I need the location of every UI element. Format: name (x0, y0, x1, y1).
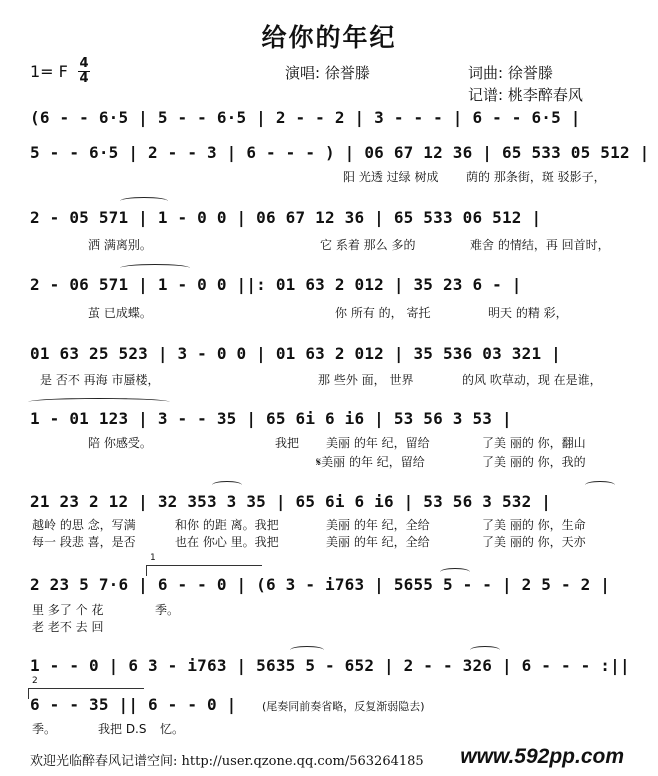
lyric-1-a: 阳 光透 过绿 树成 (343, 170, 439, 184)
slur (120, 197, 168, 205)
score-line-5: 1 - 01 123 | 3 - - 35 | 65 6i 6 i6 | 53 56 3 53 | (30, 409, 512, 428)
lyric-7-b: 季。 (155, 603, 180, 617)
slur (290, 646, 324, 654)
slur (28, 398, 170, 406)
time-top: 4 (79, 56, 89, 71)
footer-welcome: 欢迎光临醉春风记谱空间: http://user.qzone.qq.com/563264185 (30, 754, 424, 769)
score-line-0: (6 - - 6·5 | 5 - - 6·5 | 2 - - 2 | 3 - - - | 6 - - 6·5 | (30, 108, 581, 127)
lyric-6-c: 美丽 的年 纪，全给 (326, 518, 430, 532)
lyric-5-f: 了美 丽的 你，我的 (482, 455, 586, 469)
time-bottom: 4 (79, 71, 89, 86)
score-line-4: 01 63 25 523 | 3 - 0 0 | 01 63 2 012 | 35 536 03 321 | (30, 344, 561, 363)
lyric-6-d: 了美 丽的 你，生命 (482, 518, 586, 532)
volta-1-label: 1 (150, 553, 156, 563)
lyric-5-a: 陪 你感受。 (88, 436, 152, 450)
key-signature: 1= F (30, 62, 68, 81)
lyric-2-a: 洒 满离别。 (88, 238, 152, 252)
score-line-9: 6 - - 35 || 6 - - 0 | (30, 695, 237, 714)
lyric-6-a: 越岭 的思 念，写满 (32, 518, 136, 532)
score-line-2: 2 - 05 571 | 1 - 0 0 | 06 67 12 36 | 65 533 06 512 | (30, 208, 542, 227)
slur (120, 264, 190, 272)
volta-2-label: 2 (32, 676, 38, 686)
lyric-5-e: 𝄋美丽 的年 纪，留给 (316, 455, 425, 469)
lyric-6-e: 每一 段悲 喜，是否 (32, 535, 136, 549)
slur (212, 481, 242, 489)
lyric-7-a: 里 多了 个 花 (32, 603, 104, 617)
lyric-9-c: 忆。 (160, 722, 185, 736)
lyric-2-b: 它 系着 那么 多的 (320, 238, 416, 252)
lyric-5-b: 我把 (275, 436, 300, 450)
score-line-7: 2 23 5 7·6 | 6 - - 0 | (6 3 - i763 | 5655 5 - - | 2 5 - 2 | (30, 575, 611, 594)
composer-credit: 词曲: 徐誉滕 (468, 64, 553, 82)
lyric-6-b: 和你 的距 离。我把 (175, 518, 279, 532)
score-line-1: 5 - - 6·5 | 2 - - 3 | 6 - - - ) | 06 67 12 36 | 65 533 05 512 | (30, 143, 650, 162)
singer-credit: 演唱: 徐誉滕 (285, 64, 370, 82)
lyric-5-c: 美丽 的年 纪，留给 (326, 436, 430, 450)
lyric-9-a: 季。 (32, 722, 57, 736)
lyric-5-d: 了美 丽的 你，翻山 (482, 436, 586, 450)
site-logo-text[interactable]: www.592pp.com (460, 745, 624, 768)
lyric-2-c: 难舍 的情结，再 回首时， (470, 238, 610, 252)
song-title: 给你的年纪 (261, 23, 397, 52)
score-line-8: 1 - - 0 | 6 3 - i763 | 5635 5 - 652 | 2 - - 326 | 6 - - - :|| (30, 656, 630, 675)
time-signature (78, 58, 90, 85)
ending-note: (尾奏同前奏省略，反复渐弱隐去) (262, 700, 425, 713)
lyric-3-c: 明天 的精 彩， (488, 306, 568, 320)
lyric-6-f: 也在 你心 里。我把 (175, 535, 279, 549)
lyric-4-a: 是 否不 再海 市蜃楼， (40, 373, 160, 387)
lyric-3-b: 你 所有 的， 寄托 (335, 306, 431, 320)
lyric-9-b: 我把 D.S (98, 722, 147, 736)
slur (585, 481, 615, 489)
lyric-1-b: 荫的 那条街，斑 驳影子， (466, 170, 606, 184)
lyric-7-c: 老 老不 去 回 (32, 620, 104, 634)
score-line-6: 21 23 2 12 | 32 353 3 35 | 65 6i 6 i6 | 53 56 3 532 | (30, 492, 552, 511)
lyric-4-c: 的风 吹草动，现 在是谁， (462, 373, 602, 387)
lyric-6-g: 美丽 的年 纪，全给 (326, 535, 430, 549)
transcriber-credit: 记谱: 桃李醉春风 (468, 86, 583, 104)
score-line-3: 2 - 06 571 | 1 - 0 0 ||: 01 63 2 012 | 35 23 6 - | (30, 275, 522, 294)
lyric-4-b: 那 些外 面， 世界 (318, 373, 414, 387)
lyric-3-a: 茧 已成蝶。 (88, 306, 152, 320)
lyric-6-h: 了美 丽的 你，天亦 (482, 535, 586, 549)
slur (470, 646, 500, 654)
